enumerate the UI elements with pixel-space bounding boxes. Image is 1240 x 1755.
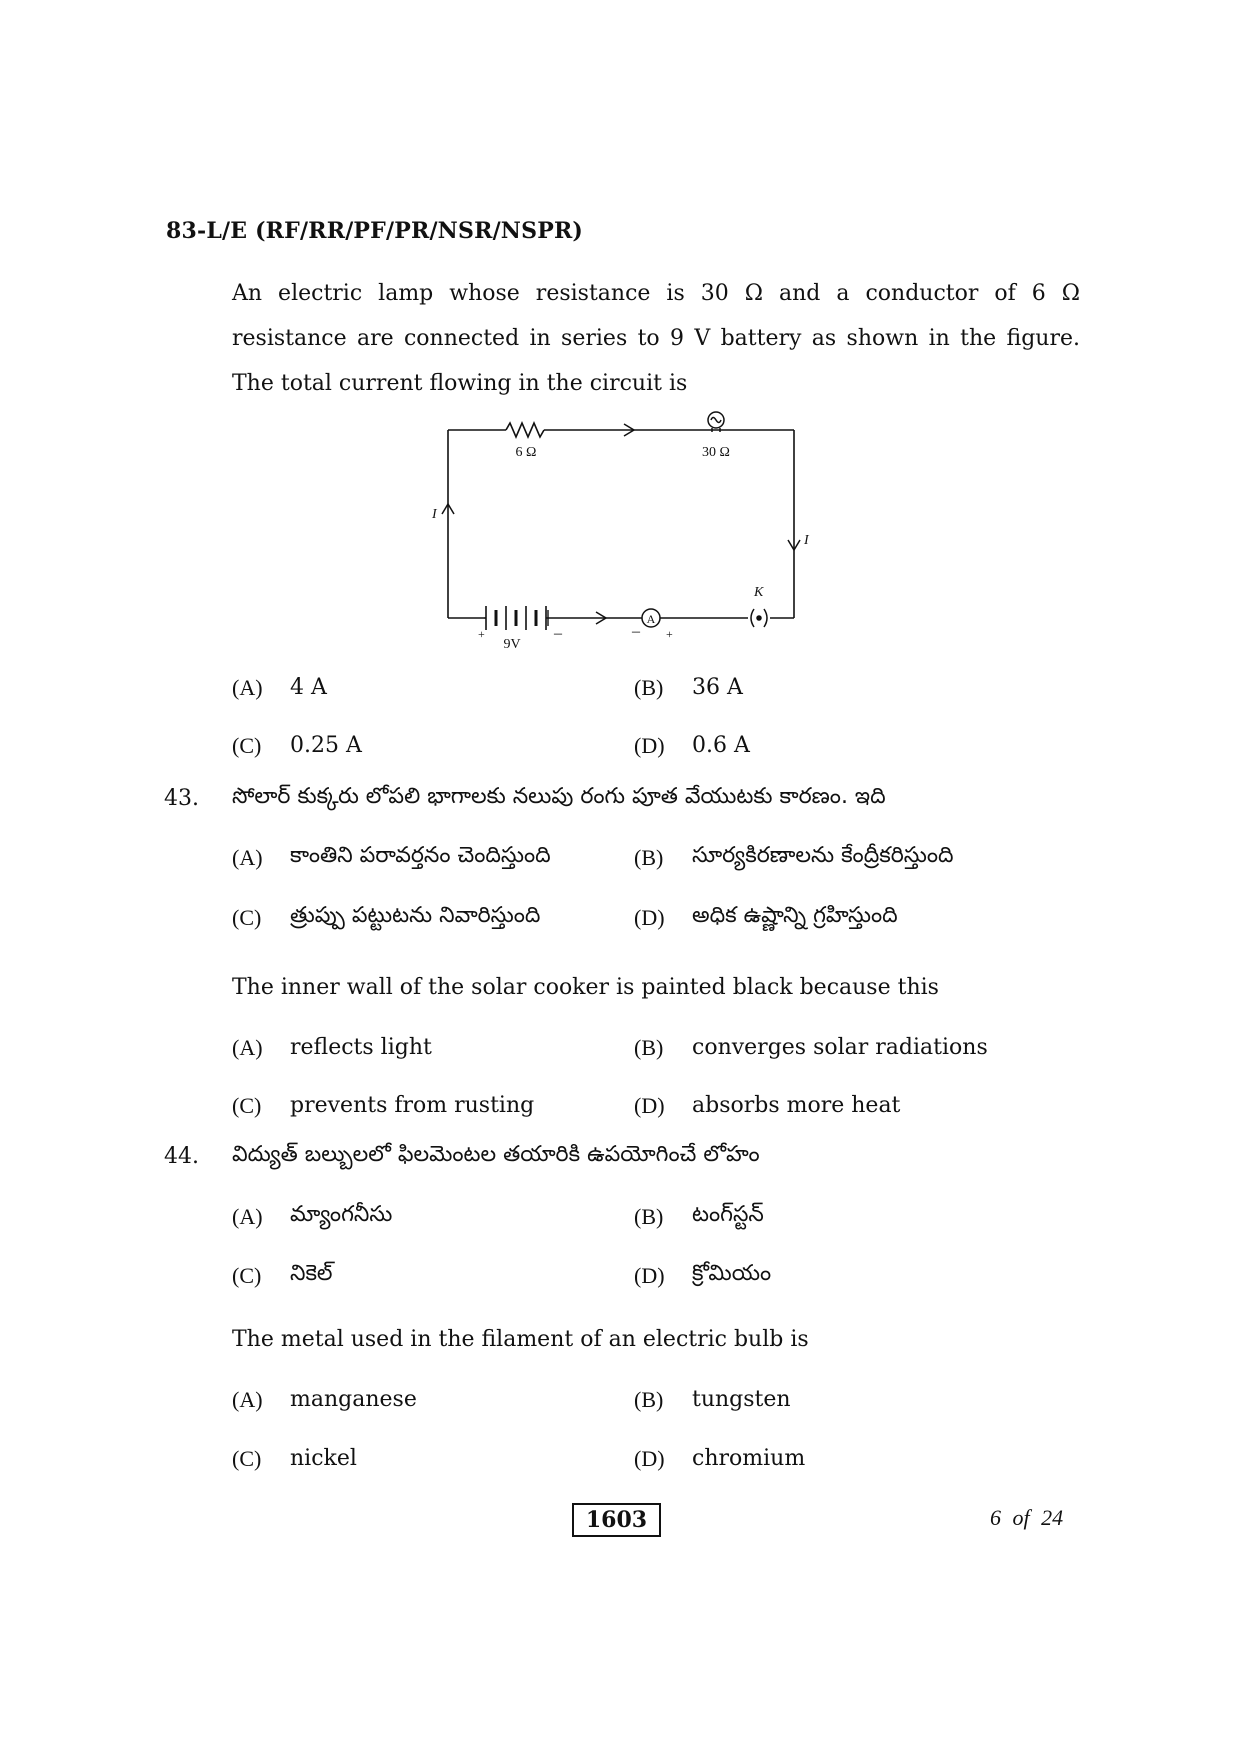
q44-number: 44. — [164, 1144, 199, 1169]
q42-stem-line-2: resistance are connected in series to 9 V battery as shown in the figure. — [232, 326, 1080, 351]
q44-en-option-b-text[interactable]: tungsten — [692, 1387, 791, 1412]
q43-te-option-a-text[interactable]: కాంతిని పరావర్తనం చెందిస్తుంది — [290, 843, 551, 868]
resistor-symbol — [506, 423, 544, 437]
q42-option-a-text[interactable]: 4 A — [290, 675, 327, 700]
q43-en-option-a-text[interactable]: reflects light — [290, 1035, 432, 1060]
q44-en-option-a-text[interactable]: manganese — [290, 1387, 417, 1412]
battery-minus: – — [554, 625, 562, 642]
q43-stem-english: The inner wall of the solar cooker is painted black because this — [232, 975, 939, 1000]
q43-stem-telugu: సోలార్ కుక్కరు లోపలి భాగాలకు నలుపు రంగు పూత వేయుటకు కారణం. ఇది — [232, 784, 886, 809]
q44-te-option-d-text[interactable]: క్రోమియం — [692, 1261, 772, 1286]
series-circuit-diagram — [420, 410, 840, 650]
paper-code-header: 83-L/E (RF/RR/PF/PR/NSR/NSPR) — [166, 218, 584, 244]
current-label-right: I — [804, 533, 809, 548]
q44-te-option-a-text[interactable]: మ్యాంగనీసు — [290, 1202, 393, 1227]
ammeter-plus: + — [666, 627, 673, 641]
q44-stem-english: The metal used in the filament of an electric bulb is — [232, 1327, 809, 1352]
q44-stem-telugu: విద్యుత్ బల్బులలో ఫిలమెంటల తయారికి ఉపయోగించే లోహం — [232, 1142, 760, 1167]
paper-number-box: 1603 — [572, 1503, 661, 1537]
q44-te-option-c-label[interactable]: (C) — [232, 1263, 262, 1288]
q44-en-option-d-text[interactable]: chromium — [692, 1446, 806, 1471]
q43-en-option-b-label[interactable]: (B) — [634, 1035, 664, 1060]
q43-te-option-a-label[interactable]: (A) — [232, 845, 263, 870]
current-label-left: I — [432, 507, 437, 522]
q42-option-b-text[interactable]: 36 A — [692, 675, 743, 700]
q44-te-option-c-text[interactable]: నికెల్ — [290, 1261, 333, 1286]
key-symbol — [751, 609, 767, 627]
q44-en-option-c-label[interactable]: (C) — [232, 1446, 262, 1471]
q44-te-option-b-label[interactable]: (B) — [634, 1204, 664, 1229]
q42-option-d-label[interactable]: (D) — [634, 733, 665, 758]
q42-option-c-label[interactable]: (C) — [232, 733, 262, 758]
q43-number: 43. — [164, 786, 199, 811]
q43-te-option-c-text[interactable]: త్రుప్పు పట్టుటను నివారిస్తుంది — [290, 903, 541, 928]
ammeter-symbol — [642, 609, 660, 627]
battery-label: 9V — [503, 637, 521, 650]
q42-option-b-label[interactable]: (B) — [634, 675, 664, 700]
q42-stem-line-1: An electric lamp whose resistance is 30 Ω and a conductor of 6 Ω — [232, 281, 1080, 306]
key-label: K — [754, 585, 764, 600]
svg-text:A: A — [646, 612, 656, 626]
q43-en-option-c-text[interactable]: prevents from rusting — [290, 1093, 535, 1118]
battery-plus: + — [478, 627, 485, 641]
q44-en-option-a-label[interactable]: (A) — [232, 1387, 263, 1412]
q43-te-option-d-text[interactable]: అధిక ఉష్ణాన్ని గ్రహిస్తుంది — [692, 903, 898, 928]
page-number: 6 of 24 — [990, 1505, 1064, 1530]
q43-en-option-a-label[interactable]: (A) — [232, 1035, 263, 1060]
q42-option-d-text[interactable]: 0.6 A — [692, 733, 750, 758]
q42-option-c-text[interactable]: 0.25 A — [290, 733, 362, 758]
q42-option-a-label[interactable]: (A) — [232, 675, 263, 700]
q44-te-option-a-label[interactable]: (A) — [232, 1204, 263, 1229]
lamp-symbol — [708, 412, 724, 432]
q44-en-option-c-text[interactable]: nickel — [290, 1446, 357, 1471]
q42-stem-line-3: The total current flowing in the circuit is — [232, 371, 688, 396]
resistor-label: 6 Ω — [515, 445, 537, 460]
q44-en-option-b-label[interactable]: (B) — [634, 1387, 664, 1412]
q43-en-option-c-label[interactable]: (C) — [232, 1093, 262, 1118]
q44-te-option-d-label[interactable]: (D) — [634, 1263, 665, 1288]
q43-te-option-b-label[interactable]: (B) — [634, 845, 664, 870]
q43-te-option-c-label[interactable]: (C) — [232, 905, 262, 930]
q43-te-option-b-text[interactable]: సూర్యకిరణాలను కేంద్రీకరిస్తుంది — [692, 843, 954, 868]
q43-te-option-d-label[interactable]: (D) — [634, 905, 665, 930]
ammeter-minus: – — [632, 623, 640, 640]
q44-te-option-b-text[interactable]: టంగ్‌స్టన్ — [692, 1202, 764, 1227]
q44-en-option-d-label[interactable]: (D) — [634, 1446, 665, 1471]
q43-en-option-d-label[interactable]: (D) — [634, 1093, 665, 1118]
lamp-label: 30 Ω — [702, 445, 730, 460]
q43-en-option-d-text[interactable]: absorbs more heat — [692, 1093, 901, 1118]
q43-en-option-b-text[interactable]: converges solar radiations — [692, 1035, 988, 1060]
